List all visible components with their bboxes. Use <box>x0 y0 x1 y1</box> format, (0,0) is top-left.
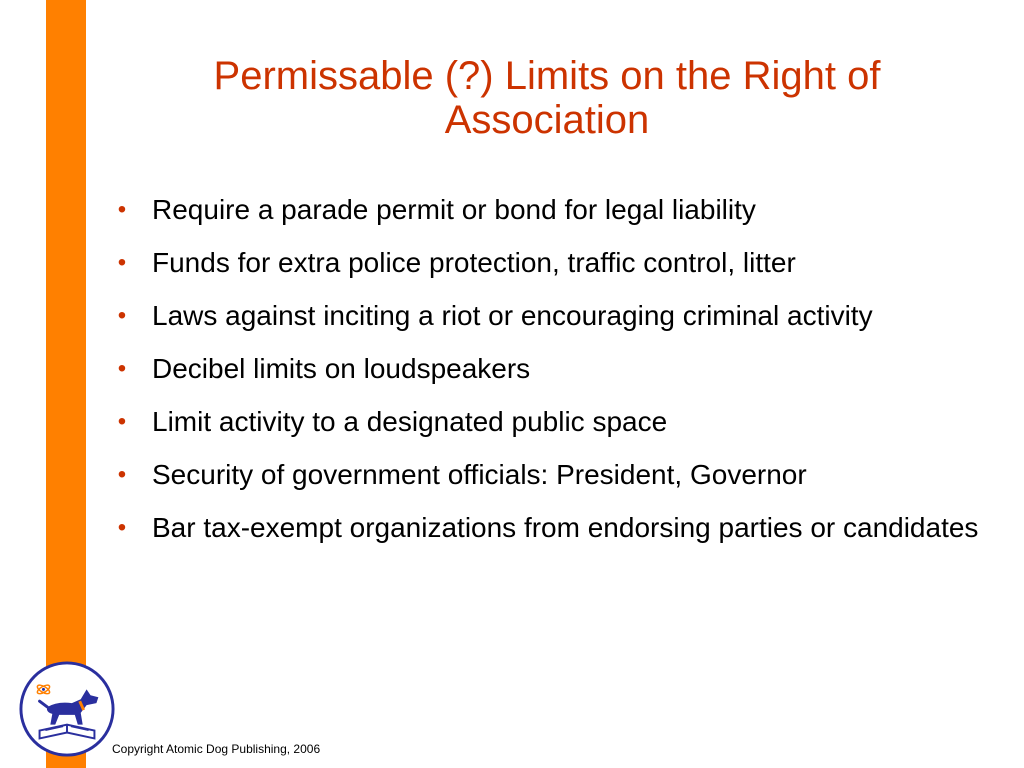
bullet-item <box>112 510 1012 546</box>
slide-title: Permissable (?) Limits on the Right of Association <box>213 54 881 142</box>
bullet-item <box>112 351 1012 387</box>
bullet-text: Require a parade permit or bond for legal liability <box>152 194 756 225</box>
bullet-item <box>112 404 1012 440</box>
bullet-marker: • <box>117 302 127 329</box>
bullet-text: Decibel limits on loudspeakers <box>152 353 531 384</box>
atomic-dog-logo-icon <box>18 660 116 758</box>
bullet-text: Bar tax-exempt organizations from endorsing parties or candidates <box>152 512 979 543</box>
bullet-text: Laws against inciting a riot or encouraging criminal activity <box>152 300 873 331</box>
bullet-marker: • <box>117 461 127 488</box>
bullet-marker: • <box>117 249 127 276</box>
bullet-list <box>112 192 1012 563</box>
bullet-text: Limit activity to a designated public space <box>152 406 668 437</box>
bullet-text: Funds for extra police protection, traffic control, litter <box>152 247 796 278</box>
bullet-item <box>112 457 1012 493</box>
orange-side-bar <box>46 0 86 768</box>
copyright-notice: Copyright Atomic Dog Publishing, 2006 <box>112 742 321 756</box>
bullet-item <box>112 192 1012 228</box>
bullet-marker: • <box>117 408 127 435</box>
bullet-marker: • <box>117 355 127 382</box>
bullet-text: Security of government officials: President, Governor <box>152 459 807 490</box>
bullet-item <box>112 245 1012 281</box>
bullet-item <box>112 298 1012 334</box>
bullet-marker: • <box>117 514 127 541</box>
bullet-marker: • <box>117 196 127 223</box>
